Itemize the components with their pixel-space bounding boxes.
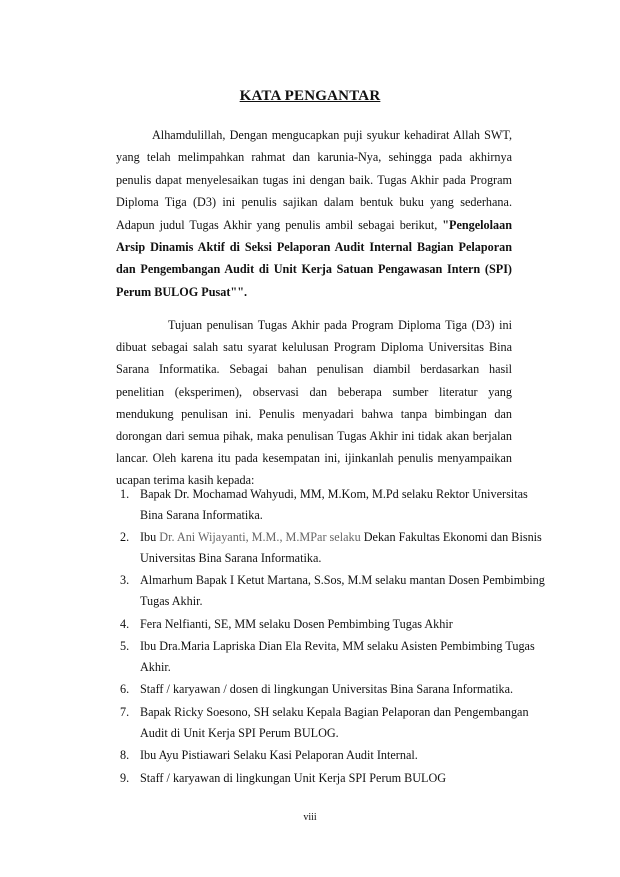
list-text-post: Dekan Fakultas Ekonomi dan Bisnis Universitas Bina Sarana Informatika. <box>140 530 542 565</box>
list-item <box>116 679 546 700</box>
purpose-text: Tujuan penulisan Tugas Akhir pada Program Diploma Tiga (D3) ini dibuat sebagai salah satu syarat kelulusan Program Diploma Universitas Bina Sarana Informatika. Sebagai bahan penulisan diambil berdasarkan hasil penelitian (eksperimen), observasi dan beberapa sumber literatur yang mendukung penulisan ini. Penulis menyadari bahwa tanpa bimbingan dan dorongan dari semua pihak, maka penulisan Tugas Akhir ini tidak akan berjalan lancar. Oleh karena itu pada kesempatan ini, ijinkanlah penulis menyampaikan ucapan terima kasih kepada: <box>116 318 512 488</box>
list-number: 1. <box>120 487 130 501</box>
page-title: KATA PENGANTAR <box>239 88 381 104</box>
opening-paragraph <box>116 124 512 303</box>
thesis-title: "Pengelolaan Arsip Dinamis Aktif di Seksi Pelaporan Audit Internal Bagian Pelaporan dan Pengembangan Audit di Unit Kerja Satuan Pengawasan Intern (SPI) Perum BULOG Pusat"". <box>116 217 512 299</box>
list-text-pre: Ibu <box>140 530 160 545</box>
list-text: Bapak Dr. Mochamad Wahyudi, MM, M.Kom, M.Pd selaku Rektor Universitas Bina Sarana Informatika. <box>140 487 528 522</box>
list-number: 8. <box>120 748 130 763</box>
opening-text: Alhamdulillah, Dengan mengucapkan puji syukur kehadirat Allah SWT, yang telah melimpahkan rahmat dan karunia-Nya, sehingga pada akhirnya penulis dapat menyelesaikan tugas ini dengan baik. Tugas Akhir pada Program Diploma Tiga (D3) ini penulis sajikan dalam bentuk buku yang sederhana. Adapun judul Tugas Akhir yang penulis ambil sebagai berikut, <box>116 128 512 232</box>
list-number: 3. <box>120 573 130 588</box>
list-text: Ibu Ayu Pistiawari Selaku Kasi Pelaporan Audit Internal. <box>140 748 418 763</box>
list-text: Staff / karyawan di lingkungan Unit Kerja SPI Perum BULOG <box>140 770 447 785</box>
list-item <box>116 745 546 766</box>
list-item <box>116 768 546 789</box>
list-text: Ibu Dra.Maria Lapriska Dian Ela Revita, MM selaku Asisten Pembimbing Tugas Akhir. <box>140 639 535 674</box>
list-number: 4. <box>120 616 130 631</box>
acknowledgement-list <box>116 484 546 790</box>
list-number: 5. <box>120 639 130 654</box>
page-number: viii <box>303 812 317 823</box>
list-text: Staff / karyawan / dosen di lingkungan Universitas Bina Sarana Informatika. <box>140 682 514 697</box>
list-text: Bapak Ricky Soesono, SH selaku Kepala Bagian Pelaporan dan Pengembangan Audit di Unit Kerja SPI Perum BULOG. <box>140 704 529 740</box>
list-item <box>116 702 546 743</box>
list-number: 6. <box>120 682 130 697</box>
list-number: 7. <box>120 704 130 719</box>
list-text-grey: Dr. Ani Wijayanti, M.M., M.MPar selaku <box>159 530 361 545</box>
list-item <box>116 636 546 677</box>
list-item <box>116 614 546 635</box>
list-item <box>116 484 546 525</box>
list-number: 2. <box>120 530 130 545</box>
list-text: Almarhum Bapak I Ketut Martana, S.Sos, M.M selaku mantan Dosen Pembimbing Tugas Akhir. <box>140 573 545 608</box>
list-item <box>116 527 546 568</box>
purpose-paragraph <box>116 314 512 492</box>
list-text: Fera Nelfianti, SE, MM selaku Dosen Pembimbing Tugas Akhir <box>140 616 453 631</box>
list-item <box>116 570 546 611</box>
list-number: 9. <box>120 770 130 785</box>
